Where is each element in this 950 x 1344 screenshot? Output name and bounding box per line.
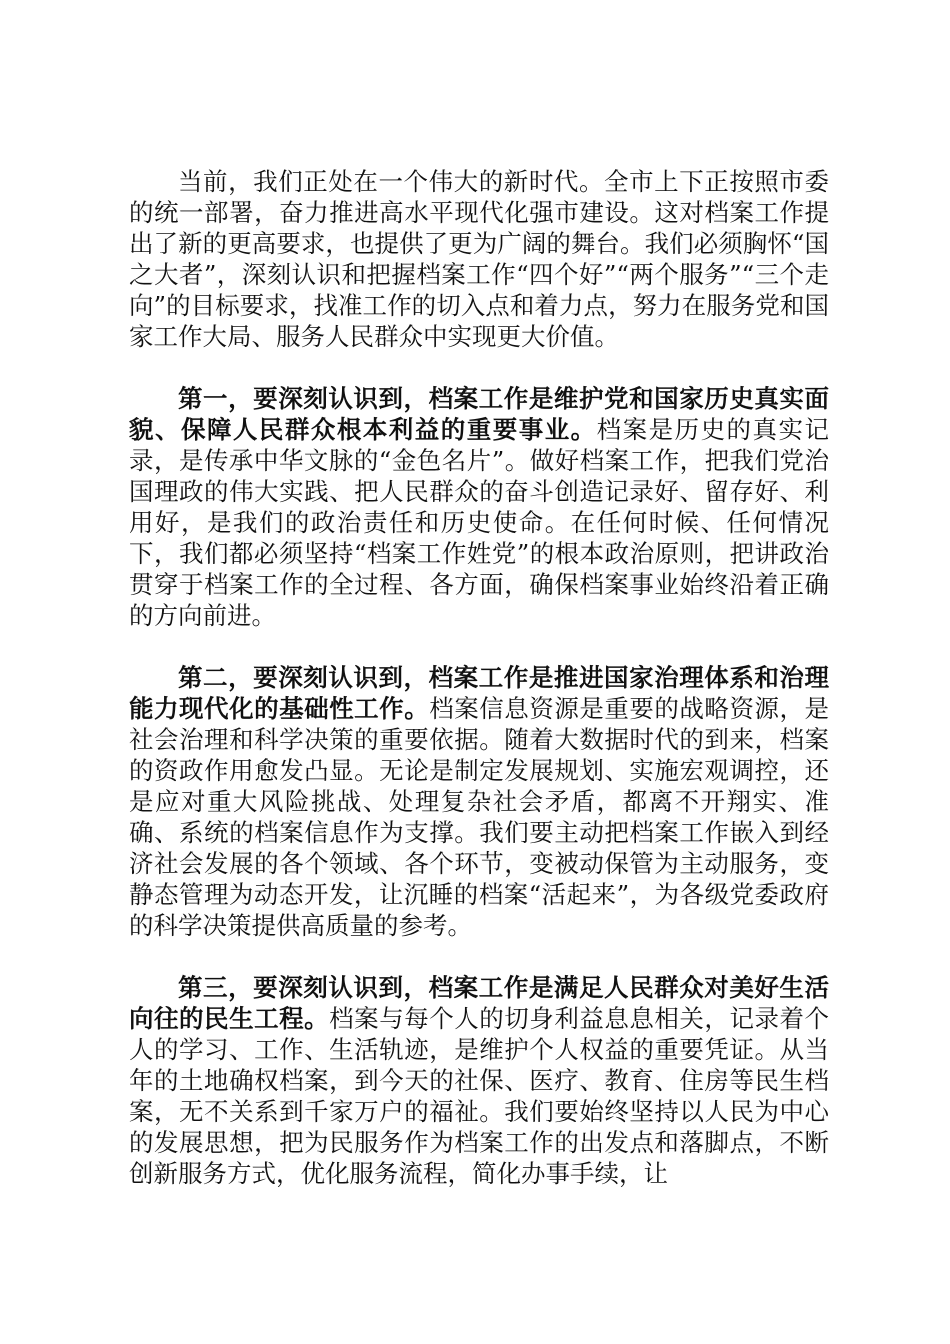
paragraph-text: 档案是历史的真实记录，是传承中华文脉的“金色名片”。做好档案工作，把我们党治国理政的伟大实践、把人民群众的奋斗创造记录好、留存好、利用好，是我们的政治责任和历史使命。在任何时候、任何情况下，我们都必须坚持“档案工作姓党”的根本政治原则，把讲政治贯穿于档案工作的全过程、各方面，确保档案事业始终沿着正确的方向前进。 xyxy=(129,415,830,630)
paragraph-heading: 第二，要深刻认识到，档案工作是推进国家治理体系和治理能力现代化的基础性工作。 xyxy=(129,663,829,723)
paragraph-text: 当前，我们正处在一个伟大的新时代。全市上下正按照市委的统一部署，奋力推进高水平现代化强市建设。这对档案工作提出了新的更高要求，也提供了更为广阔的舞台。我们必须胸怀“国之大者”，深刻认识和把握档案工作“四个好”“两个服务”“三个走向”的目标要求，找准工作的切入点和着力点，努力在服务党和国家工作大局、服务人民群众中实现更大价值。 xyxy=(129,167,829,351)
paragraph-point-three xyxy=(129,972,829,1189)
paragraph-text: 档案信息资源是重要的战略资源，是社会治理和科学决策的重要依据。随着大数据时代的到来，档案的资政作用愈发凸显。无论是制定发展规划、实施宏观调控，还是应对重大风险挑战、处理复杂社会矛盾，都离不开翔实、准确、系统的档案信息作为支撑。我们要主动把档案工作嵌入到经济社会发展的各个领域、各个环节，变被动保管为主动服务，变静态管理为动态开发，让沉睡的档案“活起来”，为各级党委政府的科学决策提供高质量的参考。 xyxy=(129,694,830,940)
document-body xyxy=(129,166,829,1189)
paragraph-point-two xyxy=(129,662,829,941)
paragraph-intro xyxy=(129,166,829,352)
paragraph-text: 档案与每个人的切身利益息息相关，记录着个人的学习、工作、生活轨迹，是维护个人权益的重要凭证。从当年的土地确权档案，到今天的社保、医疗、教育、住房等民生档案，无不关系到千家万户的福祉。我们要始终坚持以人民为中心的发展思想，把为民服务作为档案工作的出发点和落脚点，不断创新服务方式，优化服务流程，简化办事手续，让 xyxy=(129,1004,830,1188)
paragraph-heading: 第一，要深刻认识到，档案工作是维护党和国家历史真实面貌、保障人民群众根本利益的重要事业。 xyxy=(129,384,829,444)
paragraph-heading: 第三，要深刻认识到，档案工作是满足人民群众对美好生活向往的民生工程。 xyxy=(129,973,829,1033)
paragraph-point-one xyxy=(129,383,829,631)
